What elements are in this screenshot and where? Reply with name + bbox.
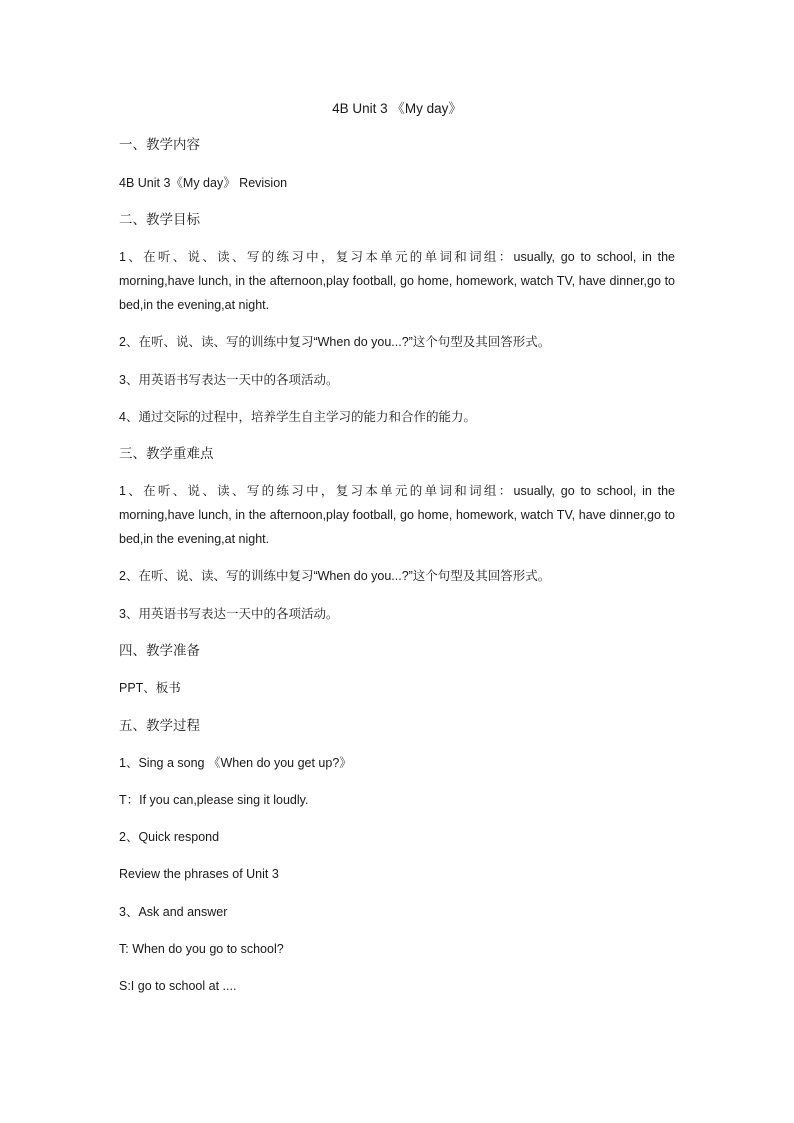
section-heading-process: 五、教学过程	[119, 718, 200, 733]
goal-item-2: 2、在听、说、读、写的训练中复习“When do you...?”这个句型及其回答形式。	[119, 335, 551, 349]
process-step-1: 1、Sing a song 《When do you get up?》	[119, 756, 352, 770]
process-step-3: 3、Ask and answer	[119, 905, 228, 919]
key-point-3: 3、用英语书写表达一天中的各项活动。	[119, 607, 339, 621]
section-heading-key-points: 三、教学重难点	[119, 446, 214, 461]
process-step-2: 2、Quick respond	[119, 830, 220, 844]
goal-item-3: 3、用英语书写表达一天中的各项活动。	[119, 373, 339, 387]
process-step-1-teacher: T：If you can,please sing it loudly.	[119, 793, 309, 807]
preparation-text: PPT、板书	[119, 681, 181, 695]
goal-item-4: 4、通过交际的过程中，培养学生自主学习的能力和合作的能力。	[119, 410, 476, 424]
key-point-2: 2、在听、说、读、写的训练中复习“When do you...?”这个句型及其回答形式。	[119, 569, 551, 583]
process-step-3-student: S:I go to school at ....	[119, 979, 237, 993]
process-step-3-teacher: T: When do you go to school?	[119, 942, 284, 956]
goal-item-1: 1、在听、说、读、写的练习中，复习本单元的单词和词组：usually, go to school, in the morning,have lunch, in the afternoon,play football, go home, homework, watch TV, have dinner,go to bed,in the evening,at night.	[119, 250, 675, 312]
process-step-2-text: Review the phrases of Unit 3	[119, 867, 279, 881]
section-heading-goals: 二、教学目标	[119, 212, 200, 227]
section-heading-content: 一、教学内容	[119, 137, 200, 152]
document-title: 4B Unit 3 《My day》	[332, 101, 462, 116]
section-heading-preparation: 四、教学准备	[119, 643, 200, 658]
key-point-1: 1、在听、说、读、写的练习中，复习本单元的单词和词组：usually, go to school, in the morning,have lunch, in the afternoon,play football, go home, homework, watch TV, have dinner,go to bed,in the evening,at night.	[119, 484, 675, 546]
content-text: 4B Unit 3《My day》 Revision	[119, 176, 288, 190]
